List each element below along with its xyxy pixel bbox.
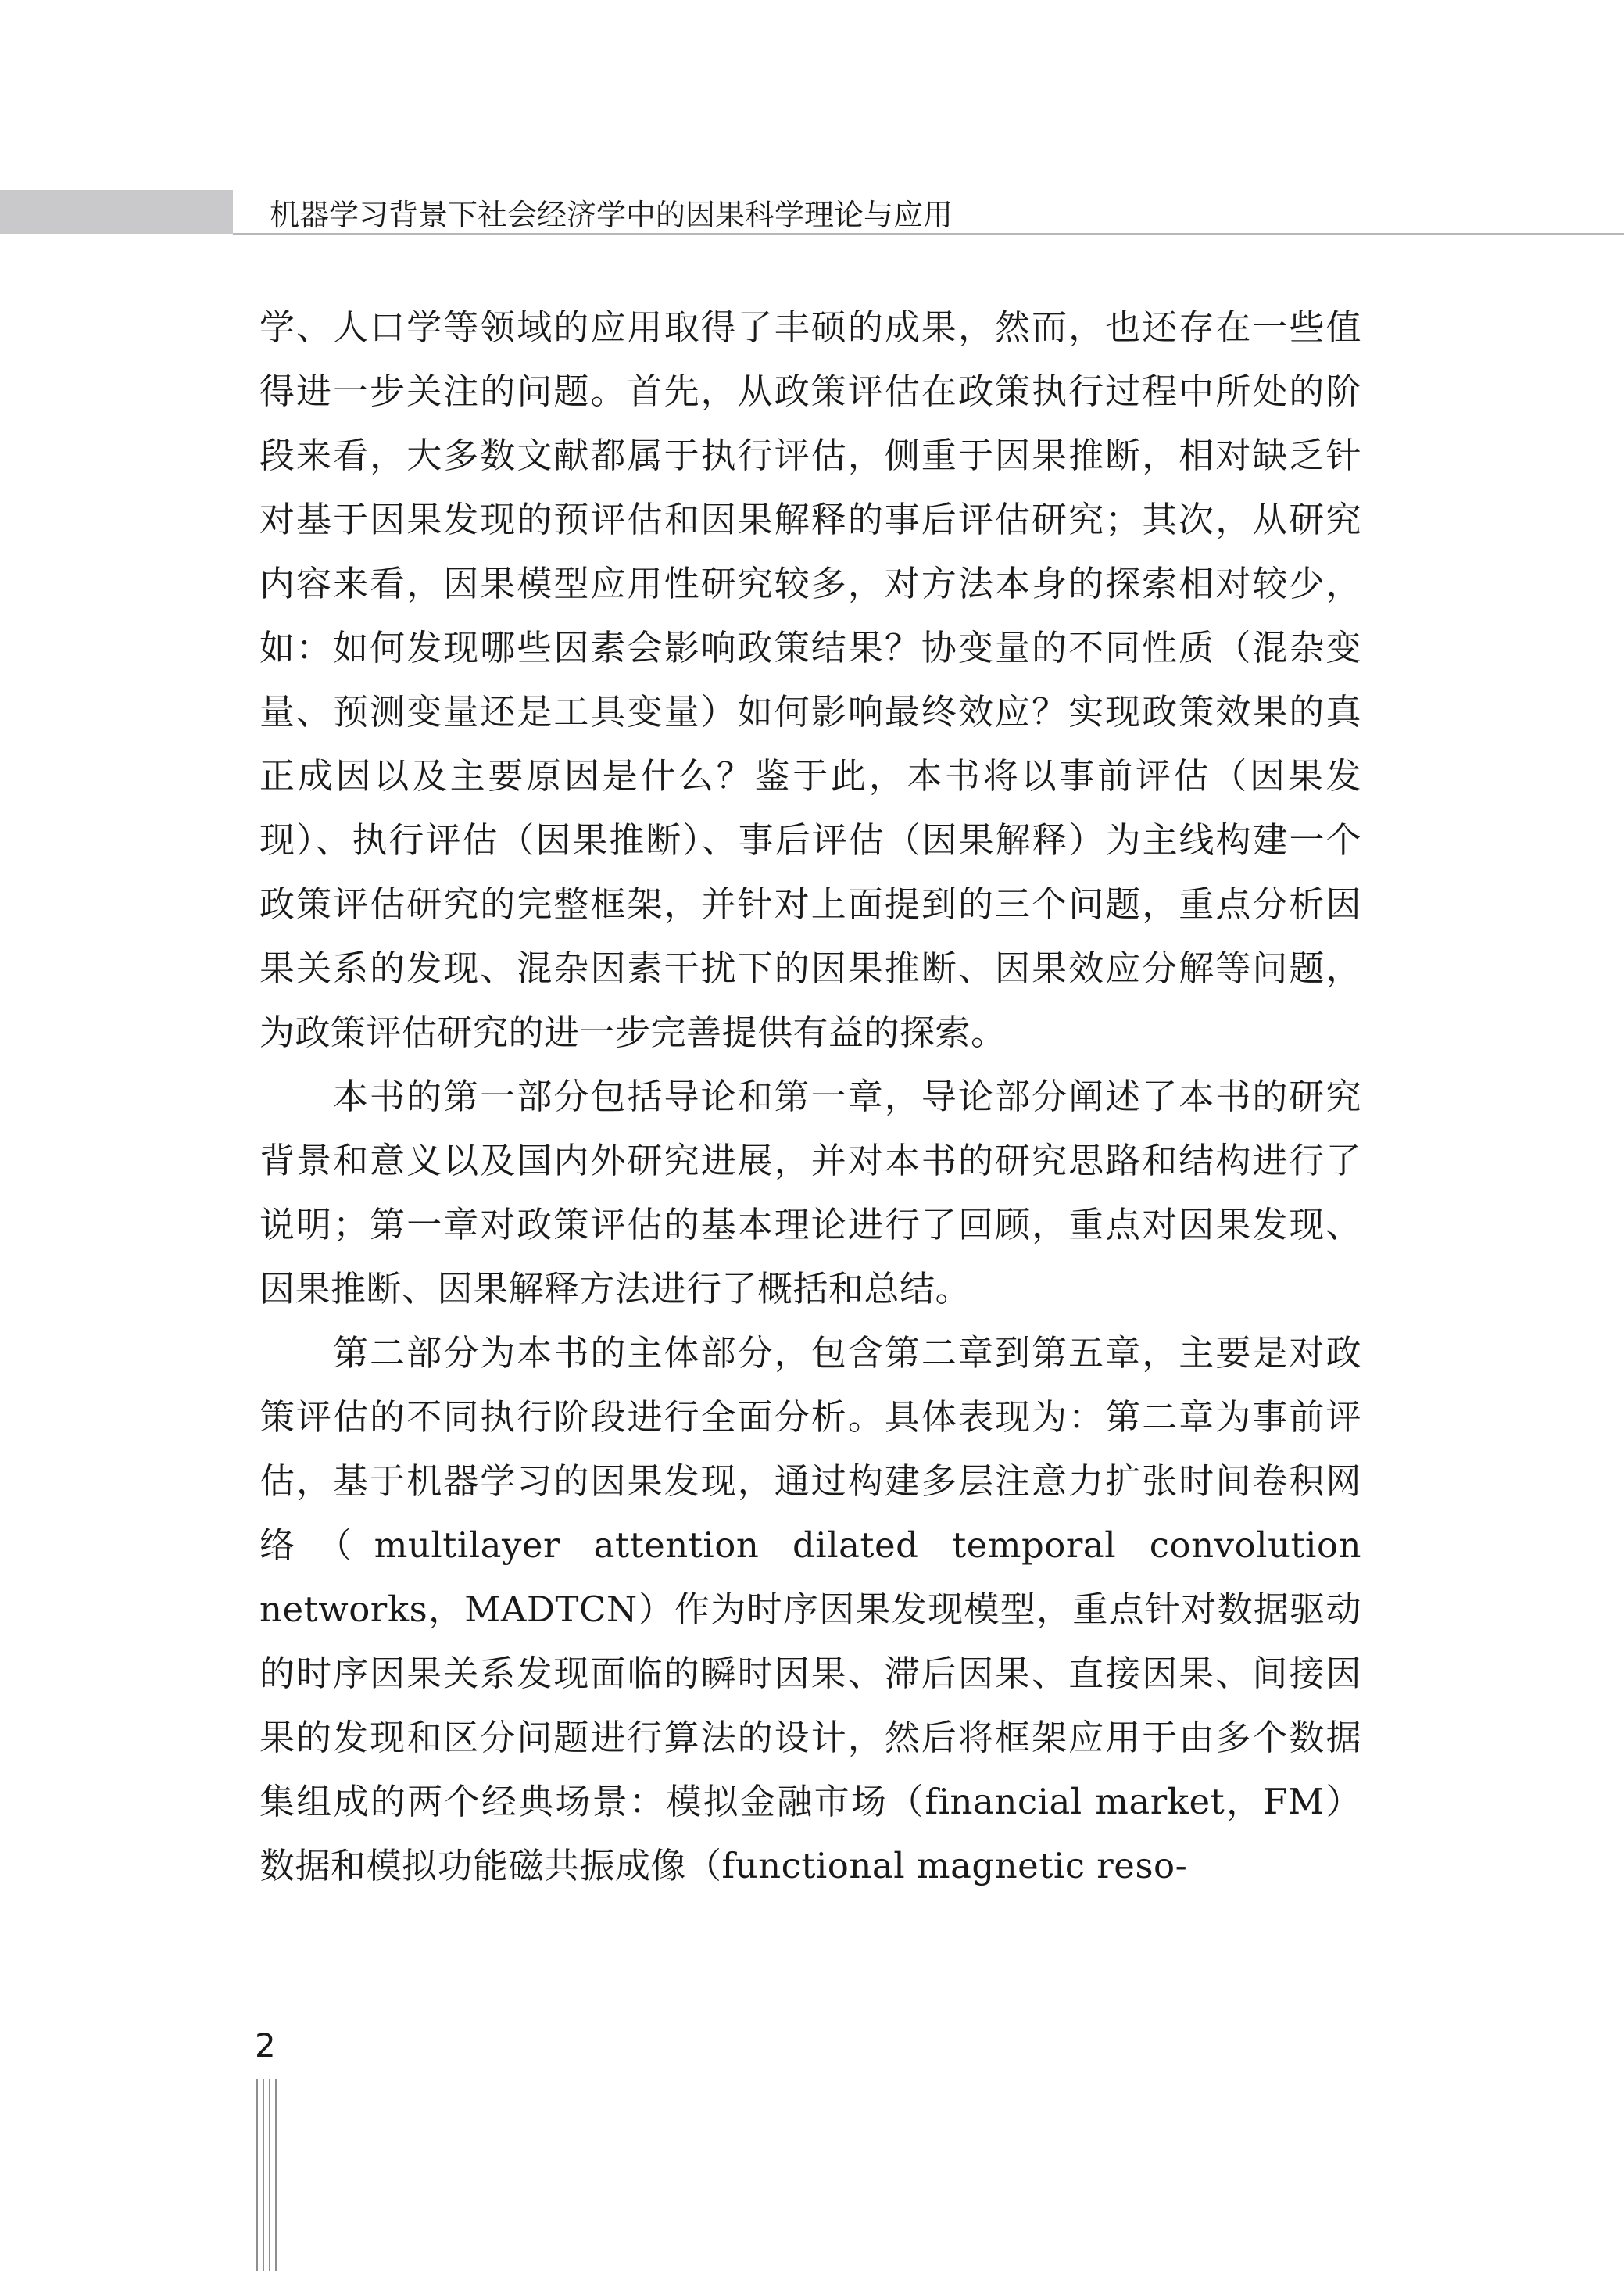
header-gray-bar	[0, 190, 233, 234]
margin-line	[256, 2079, 258, 2271]
paragraph-continued: 学、人口学等领域的应用取得了丰硕的成果，然而，也还存在一些值得进一步关注的问题。首先，从政策评估在政策执行过程中所处的阶段来看，大多数文献都属于执行评估，侧重于因果推断，相对缺乏针对基于因果发现的预评估和因果解释的事后评估研究；其次，从研究内容来看，因果模型应用性研究较多，对方法本身的探索相对较少，如：如何发现哪些因素会影响政策结果？协变量的不同性质（混杂变量、预测变量还是工具变量）如何影响最终效应？实现政策效果的真正成因以及主要原因是什么？鉴于此，本书将以事前评估（因果发现）、执行评估（因果推断）、事后评估（因果解释）为主线构建一个政策评估研究的完整框架，并针对上面提到的三个问题，重点分析因果关系的发现、混杂因素干扰下的因果推断、因果效应分解等问题，为政策评估研究的进一步完善提供有益的探索。	[259, 306, 1361, 1053]
running-header-title: 机器学习背景下社会经济学中的因果科学理论与应用	[270, 198, 953, 232]
paragraph-part-two: 第二部分为本书的主体部分，包含第二章到第五章，主要是对政策评估的不同执行阶段进行全面分析。具体表现为：第二章为事前评估，基于机器学习的因果发现，通过构建多层注意力扩张时间卷积网络（multilayer attention dilated temporal convolution networks，MADTCN）作为时序因果发现模型，重点针对数据驱动的时序因果关系发现面临的瞬时因果、滞后因果、直接因果、间接因果的发现和区分问题进行算法的设计，然后将框架应用于由多个数据集组成的两个经典场景：模拟金融市场（financial market，FM）数据和模拟功能磁共振成像（functional magnetic reso-	[259, 1332, 1361, 1886]
margin-line	[269, 2079, 270, 2271]
header-rule	[233, 233, 1624, 235]
body-text	[259, 296, 1361, 1898]
margin-line	[275, 2079, 277, 2271]
margin-decoration-lines	[256, 2079, 284, 2271]
paragraph-part-one: 本书的第一部分包括导论和第一章，导论部分阐述了本书的研究背景和意义以及国内外研究进展，并对本书的研究思路和结构进行了说明；第一章对政策评估的基本理论进行了回顾，重点对因果发现、因果推断、因果解释方法进行了概括和总结。	[259, 1076, 1361, 1309]
margin-line	[263, 2079, 264, 2271]
page-number: 2	[255, 2026, 276, 2065]
